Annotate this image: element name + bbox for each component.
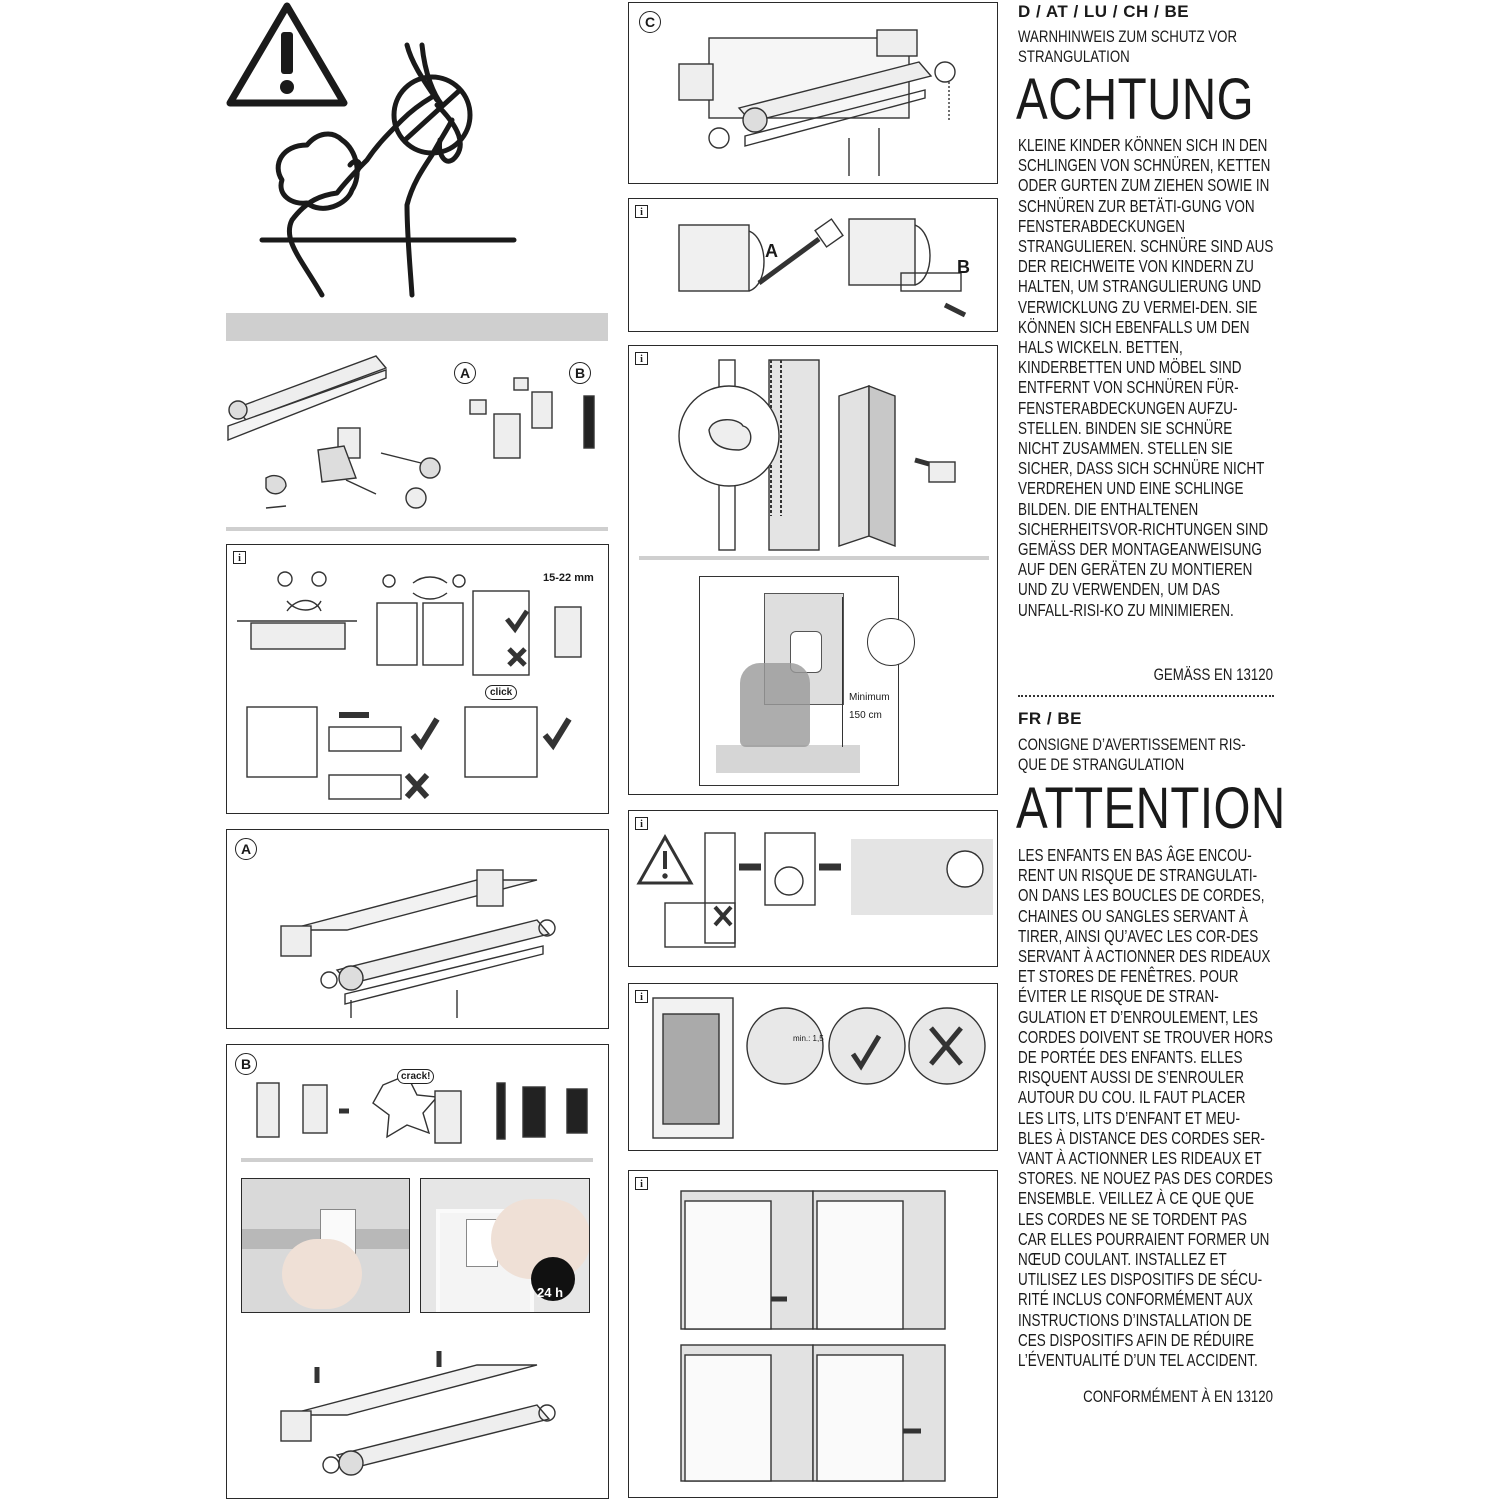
thin-divider <box>241 1158 593 1162</box>
heading-fr: ATTENTION <box>1016 776 1286 841</box>
lang-label-fr: FR / BE <box>1018 709 1082 728</box>
photo-wait-24h <box>420 1178 590 1313</box>
standard-fr: CONFORMÉMENT À EN 13120 <box>1083 1387 1273 1406</box>
info-icon: i <box>635 1177 648 1190</box>
body-fr: LES ENFANTS EN BAS ÂGE ENCOU-RENT UN RISQUE DE STRANGULATI-ON DANS LES BOUCLES DE CORDES, CHAINES OU SANGLES SERVANT À TIRER, AINSI QU’AVEC LES COR-DES SERVANT À ACTIONNER DES RIDEAUX ET STORES DE FENÊTRES. POUR ÉVITER LE RISQUE DE STRAN-GULATION ET D’ENROULEMENT, LES CORDES DOIVENT SE TROUVER HORS DE PORTÉE DES ENFANTS. ELLES RISQUENT AUSSI DE S’ENROULER AUTOUR DU COU. IL FAUT PLACER LES LITS, LITS D’ENFANT ET MEU-BLES À DISTANCE DES CORDES SER-VANT À ACTIONNER LES RIDEAUX ET STORES. NE NOUEZ PAS DES CORDES ENSEMBLE. VEILLEZ À CE QUE QUE LES CORDES NE SE TORDENT PAS CAR ELLES POURRAIENT FORMER UN NŒUD COULANT. INSTALLEZ ET UTILISEZ LES DISPOSITIFS DE SÉCU-RITÉ INCLUS CONFORMÉMENT AUX INSTRUCTIONS D’INSTALLATION DE CES DISPOSITIFS AFIN DE RÉDUIRE L’ÉVENTUALITÉ D’UN TEL ACCIDENT. <box>1018 845 1273 1371</box>
parts-overview <box>226 348 608 520</box>
time-label: 24 h <box>537 1285 564 1300</box>
info-panel-chain-safety <box>628 345 998 795</box>
height-requirement-diagram <box>699 576 899 786</box>
subtitle-fr: CONSIGNE D’AVERTISSEMENT RIS-QUE DE STRANGULATION <box>1018 735 1246 774</box>
info-panel-roll-direction <box>628 983 998 1151</box>
badge-a: A <box>235 838 257 860</box>
subtitle-de: WARNHINWEIS ZUM SCHUTZ VOR STRANGULATION <box>1018 27 1238 66</box>
panel-c-mounting <box>628 2 998 184</box>
lang-label-de: D / AT / LU / CH / BE <box>1018 2 1190 21</box>
minimum-label: Minimum <box>849 692 890 703</box>
badge-c: C <box>639 11 661 33</box>
thin-divider <box>226 527 608 531</box>
child-strangulation-illustration <box>262 45 517 297</box>
axis-label-b: B <box>957 257 970 277</box>
badge-b: B <box>235 1053 257 1075</box>
photo-applying-bracket <box>241 1178 410 1313</box>
info-icon: i <box>635 990 648 1003</box>
info-panel-trimming <box>628 1170 998 1498</box>
measure-range-label: 15-22 mm <box>543 572 594 584</box>
heading-de: ACHTUNG <box>1016 67 1255 132</box>
crack-label: crack! <box>397 1069 434 1084</box>
happy-child-face-icon <box>867 618 915 666</box>
badge-a: A <box>454 362 476 384</box>
body-de: KLEINE KINDER KÖNNEN SICH IN DEN SCHLINGEN VON SCHNÜREN, KETTEN ODER GURTEN ZUM ZIEHEN SOWIE IN SCHNÜREN ZUR BETÄTI-GUNG VON FENSTERABDECKUNGEN STRANGULIEREN. SCHNÜRE SIND AUS DER REICHWEITE VON KINDERN ZU HALTEN, UM STRANGULIERUNG UND VERWICKLUNG ZU VERMEI-DEN. SIE KÖNNEN SICH EBENFALLS UM DEN HALS WICKELN. BETTEN, KINDERBETTEN UND MÖBEL SIND ENTFERNT VON SCHNÜREN FÜR-FENSTERABDECKUNGEN AUFZU-STELLEN. BINDEN SIE SCHNÜRE NICHT ZUSAMMEN. STELLEN SIE SICHER, DASS SICH SCHNÜRE NICHT VERDREHEN UND EINE SCHLINGE BILDEN. DIE ENTHALTENEN SICHERHEITSVOR-RICHTUNGEN SIND GEMÄSS DER MONTAGEANWEISUNG AUF DEN GERÄTEN ZU MONTIEREN UND ZU VERWENDEN, UM DAS UNFALL-RISI-KO ZU MINIMIEREN. <box>1018 135 1274 620</box>
badge-b: B <box>569 362 591 384</box>
min-ratio-label: min.: 1,5 <box>793 1034 824 1043</box>
panel-a-mounting <box>226 829 609 1029</box>
info-panel-bracket-orientation <box>226 544 609 814</box>
standard-de: GEMÄSS EN 13120 <box>1153 665 1273 684</box>
minimum-value: 150 cm <box>849 710 882 721</box>
info-icon: i <box>233 551 246 564</box>
section-divider-bar <box>226 313 608 341</box>
dotted-separator <box>1018 695 1274 697</box>
click-label: click <box>485 685 517 700</box>
thin-divider <box>639 556 989 560</box>
info-icon: i <box>635 205 648 218</box>
panel-b-mounting <box>226 1044 609 1499</box>
info-panel-chain-connector <box>628 810 998 967</box>
axis-label-a: A <box>765 241 778 261</box>
info-icon: i <box>635 352 648 365</box>
info-icon: i <box>635 817 648 830</box>
info-panel-release-bracket <box>628 198 998 332</box>
